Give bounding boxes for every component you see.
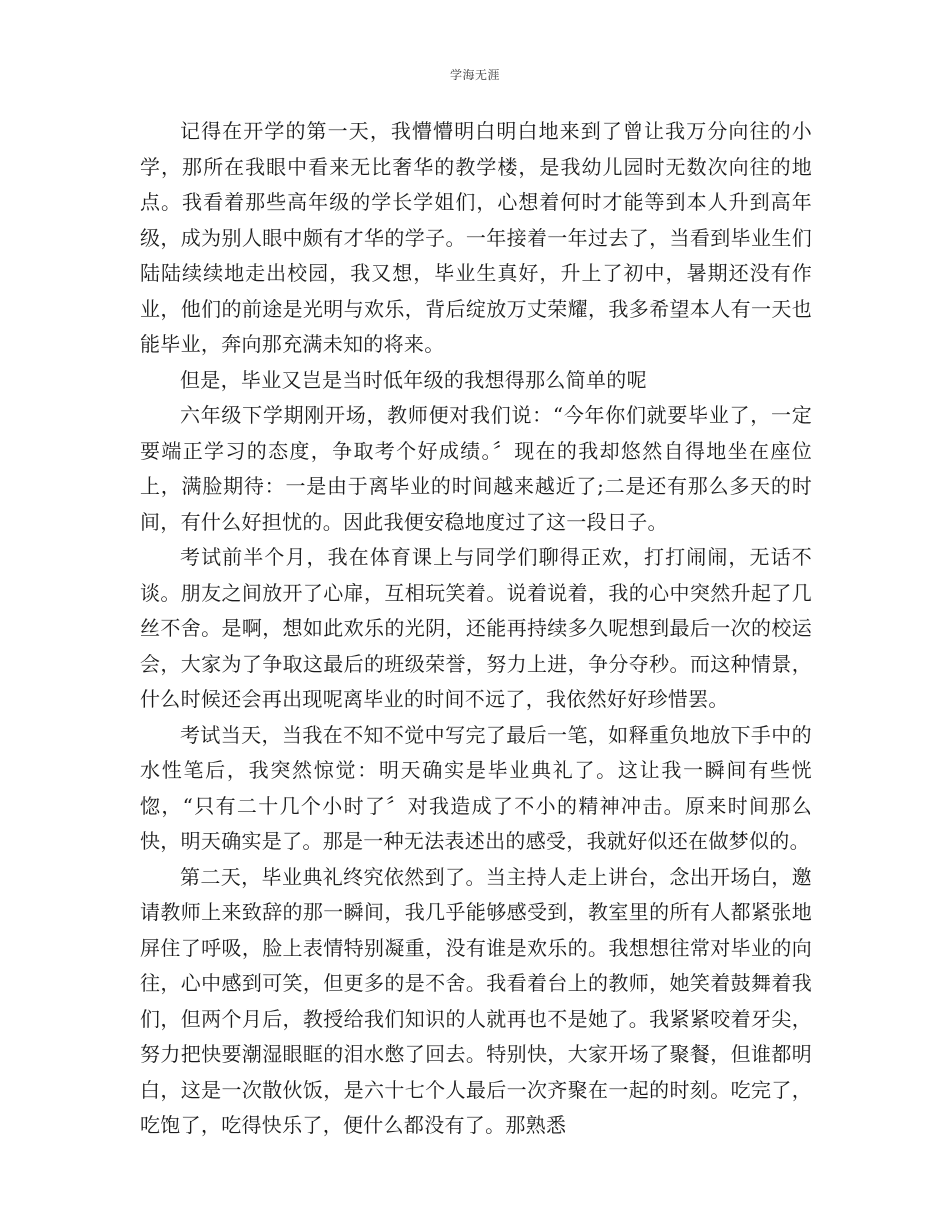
paragraph-2: 但是，毕业又岂是当时低年级的我想得那么简单的呢 [180,367,647,392]
paragraph-4: 考试前半个月，我在体育课上与同学们聊得正欢，打打闹闹，无话不谈。朋友之间放开了心扉，互相玩笑着。说着说着，我的心中突然升起了几丝不舍。是啊，想如此欢乐的光阴，还能再持续多久呢想到最后一次的校运会，大家为了争取这最后的班级荣誉，努力上进，争分夺秒。而这种情景，什么时候还会再出现呢离毕业的时间不远了，我依然好好珍惜罢。 [140,545,812,711]
document-body [140,114,812,1144]
page-header: 学海无涯 [449,68,500,82]
paragraph-5: 考试当天，当我在不知不觉中写完了最后一笔，如释重负地放下手中的水性笔后，我突然惊觉：明天确实是毕业典礼了。这让我一瞬间有些恍惚，“只有二十几个小时了〞对我造成了不小的精神冲击。原来时间那么快，明天确实是了。那是一种无法表述出的感受，我就好似还在做梦似的。 [140,722,812,853]
paragraph-1: 记得在开学的第一天，我懵懵明白明白地来到了曾让我万分向往的小学，那所在我眼中看来无比奢华的教学楼，是我幼儿园时无数次向往的地点。我看着那些高年级的学长学姐们，心想着何时才能等到本人升到高年级，成为别人眼中颇有才华的学子。一年接着一年过去了，当看到毕业生们陆陆续续地走出校园，我又想，毕业生真好，升上了初中，暑期还没有作业，他们的前途是光明与欢乐，背后绽放万丈荣耀，我多希望本人有一天也能毕业，奔向那充满未知的将来。 [140,119,812,356]
paragraph-6: 第二天，毕业典礼终究依然到了。当主持人走上讲台，念出开场白，邀请教师上来致辞的那一瞬间，我几乎能够感受到，教室里的所有人都紧张地屏住了呼吸，脸上表情特别凝重，没有谁是欢乐的。我想想往常对毕业的向往，心中感到可笑，但更多的是不舍。我看着台上的教师，她笑着鼓舞着我们，但两个月后，教授给我们知识的人就再也不是她了。我紧紧咬着牙尖，努力把快要潮湿眼眶的泪水憋了回去。特别快，大家开场了聚餐，但谁都明白，这是一次散伙饭，是六十七个人最后一次齐聚在一起的时刻。吃完了，吃饱了，吃得快乐了，便什么都没有了。那熟悉 [140,864,812,1137]
paragraph-3: 六年级下学期刚开场，教师便对我们说：“今年你们就要毕业了，一定要端正学习的态度，争取考个好成绩。〞现在的我却悠然自得地坐在座位上，满脸期待：一是由于离毕业的时间越来越近了;二是还有那么多天的时间，有什么好担忧的。因此我便安稳地度过了这一段日子。 [140,403,812,534]
